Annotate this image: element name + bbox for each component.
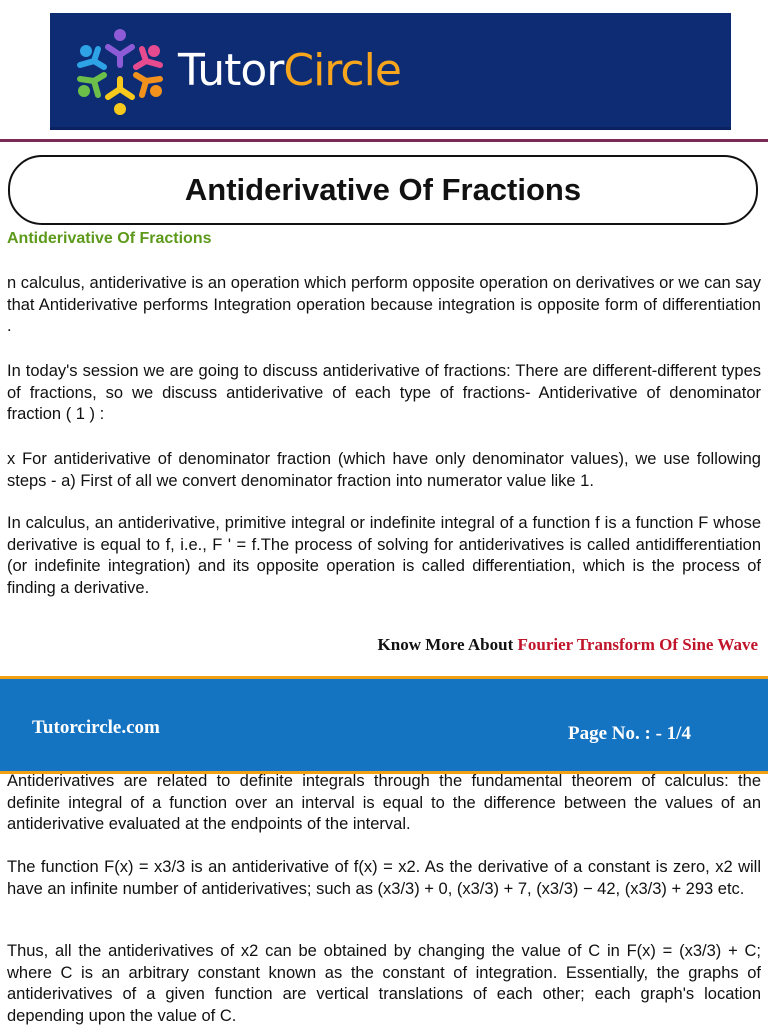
know-more-label: Know More About (377, 635, 514, 654)
page-title: Antiderivative Of Fractions (184, 172, 582, 207)
logo-text-circle: Circle (283, 45, 401, 96)
paragraph-example-function: The function F(x) = x3/3 is an antiderivative of f(x) = x2. As the derivative of a constant is zero, x2 will have an infinite number of antiderivatives; such as (x3/3) + 0, (x3/3) + 7, (x3/3) − 42, (x3/3) + 293 etc. (7, 858, 761, 898)
section-subheading: Antiderivative Of Fractions (7, 230, 212, 247)
paragraph-definition: In calculus, an antiderivative, primitive integral or indefinite integral of a function f is a function F whose derivative is equal to f, i.e., F ' = f.The process of solving for antiderivatives is called antidifferentiation (or indefinite integration) and its opposite operation is called differentiation, which is the process of finding a derivative. (7, 514, 761, 597)
paragraph-constant-of-integration: Thus, all the antiderivatives of x2 can be obtained by changing the value of C in F(x) = (x3/3) + C; where C is an arbitrary constant known as the constant of integration. Essentially, the graphs of antiderivatives of a given function are vertical translations of each other; each graph's location depending upon the value of C. (7, 942, 761, 1025)
know-more-link[interactable]: Fourier Transform Of Sine Wave (517, 635, 758, 654)
paragraph-fundamental-theorem: Antiderivatives are related to definite integrals through the fundamental theorem of calculus: the definite integral of a function over an interval is equal to the difference between the values of an antiderivative evaluated at the endpoints of the interval. (7, 772, 761, 833)
paragraph-fractions: In today's session we are going to discuss antiderivative of fractions: There are different-different types of fractions, so we discuss antiderivative of each type of fractions- Antiderivative of denominator fraction ( 1 ) : (7, 362, 761, 423)
page-number: Page No. : - 1/4 (568, 723, 691, 744)
page-footer (0, 676, 768, 774)
logo-text-tutor: Tutor (178, 45, 284, 96)
footer-site-link[interactable]: Tutorcircle.com (32, 717, 160, 738)
know-more-line (378, 635, 758, 655)
title-box (8, 155, 758, 225)
header-banner (50, 13, 731, 130)
paragraph-steps: x For antiderivative of denominator fraction (which have only denominator values), we use following steps - a) First of all we convert denominator fraction into numerator value like 1. (7, 450, 761, 490)
header-divider (0, 139, 768, 142)
people-circle-logo-icon (70, 25, 170, 117)
logo-text (178, 43, 401, 99)
paragraph-intro: n calculus, antiderivative is an operation which perform opposite operation on derivatives or we can say that Antiderivative performs Integration operation because integration is opposite form of differentiation . (7, 274, 761, 335)
